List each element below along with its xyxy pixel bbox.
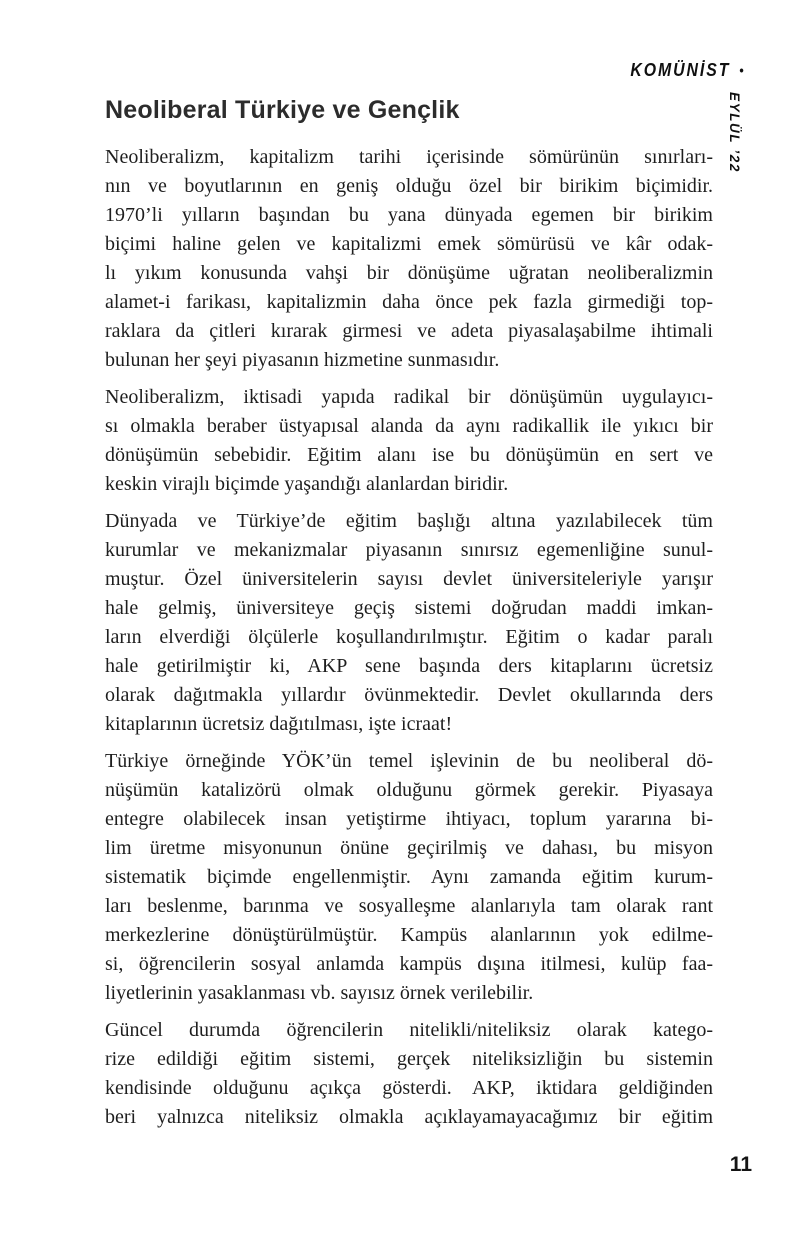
text-line: kurumlar ve mekanizmalar piyasanın sınırsız egemenliğine sunul- bbox=[105, 539, 713, 561]
issue-date-vertical: EYLÜL ’22 bbox=[727, 92, 742, 173]
text-line: kendisinde olduğunu açıkça gösterdi. AKP, iktidara geldiğinden bbox=[105, 1077, 713, 1099]
text-line: olarak dağıtmakla yıllardır övünmektedir. Devlet okullarında ders bbox=[105, 684, 713, 706]
text-line: hale getirilmiştir ki, AKP sene başında ders kitaplarını ücretsiz bbox=[105, 655, 713, 677]
bullet-separator-icon: • bbox=[739, 61, 744, 78]
text-line: sistematik biçimde engellenmiştir. Aynı zamanda eğitim kurum- bbox=[105, 866, 713, 888]
paragraph bbox=[105, 747, 713, 1008]
paragraph bbox=[105, 507, 713, 739]
text-line: rize edildiği eğitim sistemi, gerçek niteliksizliğin bu sistemin bbox=[105, 1048, 713, 1070]
text-line: Neoliberalizm, kapitalizm tarihi içerisinde sömürünün sınırları- bbox=[105, 146, 713, 168]
text-line: liyetlerinin yasaklanması vb. sayısız örnek verilebilir. bbox=[105, 982, 534, 1004]
text-line: biçimi haline gelen ve kapitalizmi emek sömürüsü ve kâr odak- bbox=[105, 233, 713, 255]
text-line: ları beslenme, barınma ve sosyalleşme alanlarıyla tam olarak rant bbox=[105, 895, 713, 917]
text-line: Güncel durumda öğrencilerin nitelikli/niteliksiz olarak katego- bbox=[105, 1019, 713, 1041]
paragraph bbox=[105, 143, 713, 375]
text-line: keskin virajlı biçimde yaşandığı alanlardan biridir. bbox=[105, 473, 509, 495]
text-line: beri yalnızca niteliksiz olmakla açıklayamayacağımız bir eğitim bbox=[105, 1106, 713, 1128]
text-line: alamet-i farikası, kapitalizmin daha önce pek fazla girmediği top- bbox=[105, 291, 713, 313]
text-line: raklara da çitleri kırarak girmesi ve adeta piyasalaşabilme ihtimali bbox=[105, 320, 713, 342]
text-line: ların elverdiği ölçülerle koşullandırılmıştır. Eğitim o kadar paralı bbox=[105, 626, 713, 648]
article-body bbox=[105, 143, 713, 1140]
text-line: muştur. Özel üniversitelerin sayısı devlet üniversiteleriyle yarışır bbox=[105, 568, 713, 590]
text-line: nın ve boyutlarının en geniş olduğu özel bir birikim biçimidir. bbox=[105, 175, 713, 197]
text-line: lim üretme misyonunun önüne geçirilmiş ve dahası, bu misyon bbox=[105, 837, 713, 859]
text-line: hale gelmiş, üniversiteye geçiş sistemi doğrudan maddi imkan- bbox=[105, 597, 713, 619]
text-line: dönüşümün sebebidir. Eğitim alanı ise bu dönüşümün en sert ve bbox=[105, 444, 713, 466]
text-line: nüşümün katalizörü olmak olduğunu görmek gerekir. Piyasaya bbox=[105, 779, 713, 801]
text-line: sı olmakla beraber üstyapısal alanda da aynı radikallik ile yıkıcı bir bbox=[105, 415, 713, 437]
article-title: Neoliberal Türkiye ve Gençlik bbox=[105, 96, 460, 124]
text-line: bulunan her şeyi piyasanın hizmetine sunmasıdır. bbox=[105, 349, 500, 371]
journal-title: KOMÜNİST bbox=[630, 60, 731, 80]
text-line: Türkiye örneğinde YÖK’ün temel işlevinin de bu neoliberal dö- bbox=[105, 750, 713, 772]
running-header bbox=[631, 60, 744, 81]
text-line: si, öğrencilerin sosyal anlamda kampüs dışına itilmesi, kulüp faa- bbox=[105, 953, 713, 975]
text-line: Dünyada ve Türkiye’de eğitim başlığı altına yazılabilecek tüm bbox=[105, 510, 713, 532]
text-line: entegre olabilecek insan yetiştirme ihtiyacı, toplum yararına bi- bbox=[105, 808, 713, 830]
page-number: 11 bbox=[729, 1153, 752, 1176]
text-line: 1970’li yılların başından bu yana dünyada egemen bir birikim bbox=[105, 204, 713, 226]
text-line: kitaplarının ücretsiz dağıtılması, işte icraat! bbox=[105, 713, 453, 735]
paragraph bbox=[105, 383, 713, 499]
paragraph bbox=[105, 1016, 713, 1132]
text-line: Neoliberalizm, iktisadi yapıda radikal bir dönüşümün uygulayıcı- bbox=[105, 386, 713, 408]
text-line: merkezlerine dönüştürülmüştür. Kampüs alanlarının yok edilme- bbox=[105, 924, 713, 946]
text-line: lı yıkım konusunda vahşi bir dönüşüme uğratan neoliberalizmin bbox=[105, 262, 713, 284]
